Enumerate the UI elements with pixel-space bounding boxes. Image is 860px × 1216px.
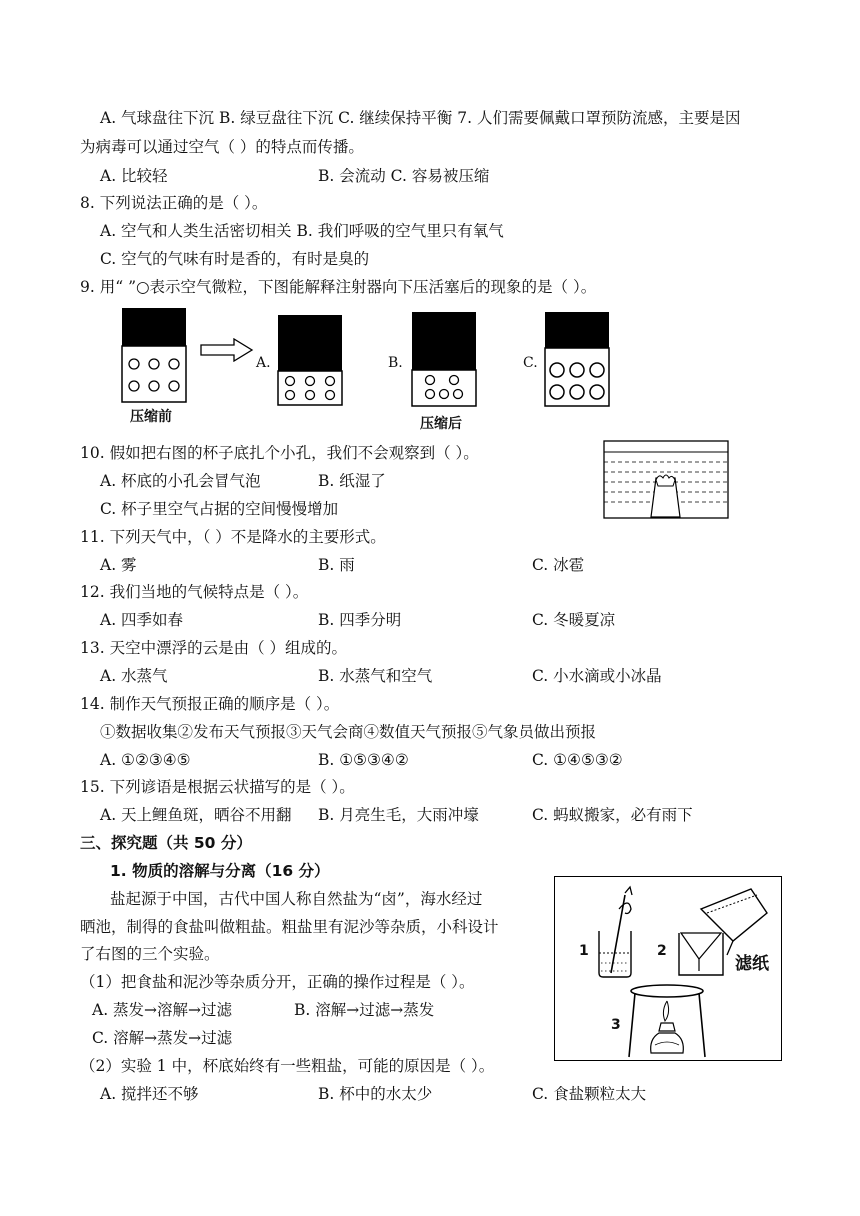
q13-stem: 13. 天空中漂浮的云是由（ ）组成的。: [80, 639, 348, 657]
q6-options-q7-stem: A. 气球盘往下沉 B. 绿豆盘往下沉 C. 继续保持平衡 7. 人们需要佩戴口罩预防流感，主要是因: [100, 109, 741, 127]
q14-option-b: B. ①⑤③④②: [318, 751, 409, 769]
q7-option-a: A. 比较轻: [100, 167, 168, 185]
q8-stem: 8. 下列说法正确的是（ ）。: [80, 194, 268, 212]
q9-label-c: C.: [523, 355, 538, 371]
section-3-title: 三、探究题（共 50 分）: [80, 834, 252, 852]
part1-option-b: B. 溶解→过滤→蒸发: [294, 1001, 435, 1019]
beaker-stirring-icon: [595, 885, 637, 979]
experiment-figure: [554, 876, 782, 1061]
q9-syringe-option-a: [276, 313, 346, 409]
q10-stem: 10. 假如把右图的杯子底扎个小孔，我们不会观察到（ ）。: [80, 444, 479, 462]
q10-option-b: B. 纸湿了: [318, 472, 386, 490]
q12-option-a: A. 四季如春: [100, 611, 184, 629]
figure-num-3: 3: [611, 1017, 621, 1033]
q9-syringe-option-b: [410, 310, 480, 410]
q7-stem-cont: 为病毒可以通过空气（ ）的特点而传播。: [80, 138, 364, 156]
q9-caption-before: 压缩前: [130, 409, 172, 425]
part1-option-c: C. 溶解→蒸发→过滤: [92, 1029, 233, 1047]
q11-option-b: B. 雨: [318, 556, 355, 574]
q14-option-a: A. ①②③④⑤: [100, 751, 191, 769]
part1-option-a: A. 蒸发→溶解→过滤: [92, 1001, 233, 1019]
section-3-para-line-1: 盐起源于中国，古代中国人称自然盐为“卤”，海水经过: [110, 890, 483, 908]
q10-cup-in-water-figure: [603, 440, 729, 520]
q7-option-bc: B. 会流动 C. 容易被压缩: [318, 167, 490, 185]
q15-option-c: C. 蚂蚁搬家，必有雨下: [532, 806, 693, 824]
part2-option-a: A. 搅拌还不够: [100, 1085, 199, 1103]
q13-option-c: C. 小水滴或小冰晶: [532, 667, 662, 685]
q13-option-a: A. 水蒸气: [100, 667, 168, 685]
q12-option-c: C. 冬暖夏凉: [532, 611, 616, 629]
q11-stem: 11. 下列天气中，（ ）不是降水的主要形式。: [80, 528, 386, 546]
q14-option-c: C. ①④⑤③②: [532, 751, 623, 769]
q9-syringe-before: [120, 306, 190, 406]
q9-stem: 9. 用“ ”○表示空气微粒，下图能解释注射器向下压活塞后的现象的是（ ）。: [80, 278, 597, 296]
q9-caption-after: 压缩后: [420, 416, 462, 432]
filter-paper-label: 滤纸: [735, 954, 769, 974]
q11-option-a: A. 雾: [100, 556, 137, 574]
figure-num-2: 2: [657, 943, 667, 959]
section-3-para-line-2: 晒池，制得的食盐叫做粗盐。粗盐里有泥沙等杂质，小科设计: [80, 918, 499, 936]
q15-option-a: A. 天上鲤鱼斑，晒谷不用翻: [100, 806, 292, 824]
part2-option-b: B. 杯中的水太少: [318, 1085, 433, 1103]
figure-num-1: 1: [579, 943, 589, 959]
section-3-subtitle: 1. 物质的溶解与分离（16 分）: [110, 862, 330, 880]
q9-label-b: B.: [388, 355, 403, 371]
q10-option-a: A. 杯底的小孔会冒气泡: [100, 472, 261, 490]
section-3-para-line-3: 了右图的三个实验。: [80, 945, 220, 963]
q11-option-c: C. 冰雹: [532, 556, 585, 574]
q13-option-b: B. 水蒸气和空气: [318, 667, 433, 685]
q8-option-c: C. 空气的气味有时是香的，有时是臭的: [100, 250, 370, 268]
part2-option-c: C. 食盐颗粒太大: [532, 1085, 647, 1103]
filter-funnel-icon: [671, 883, 771, 983]
q15-option-b: B. 月亮生毛，大雨冲壕: [318, 806, 479, 824]
q14-stem: 14. 制作天气预报正确的顺序是（ ）。: [80, 695, 340, 713]
q9-syringe-option-c: [543, 310, 613, 410]
q12-option-b: B. 四季分明: [318, 611, 402, 629]
arrow-right-icon: [200, 338, 254, 362]
evaporating-dish-burner-icon: [625, 983, 709, 1059]
q14-steps: ①数据收集②发布天气预报③天气会商④数值天气预报⑤气象员做出预报: [100, 723, 597, 741]
q12-stem: 12. 我们当地的气候特点是（ ）。: [80, 583, 309, 601]
part1-stem: （1）把食盐和泥沙等杂质分开，正确的操作过程是（ ）。: [80, 973, 475, 991]
q10-option-c: C. 杯子里空气占据的空间慢慢增加: [100, 500, 339, 518]
q8-option-ab: A. 空气和人类生活密切相关 B. 我们呼吸的空气里只有氧气: [100, 222, 504, 240]
q9-label-a: A.: [256, 355, 271, 371]
part2-stem: （2）实验 1 中，杯底始终有一些粗盐，可能的原因是（ ）。: [80, 1057, 495, 1075]
q15-stem: 15. 下列谚语是根据云状描写的是（ ）。: [80, 778, 355, 796]
